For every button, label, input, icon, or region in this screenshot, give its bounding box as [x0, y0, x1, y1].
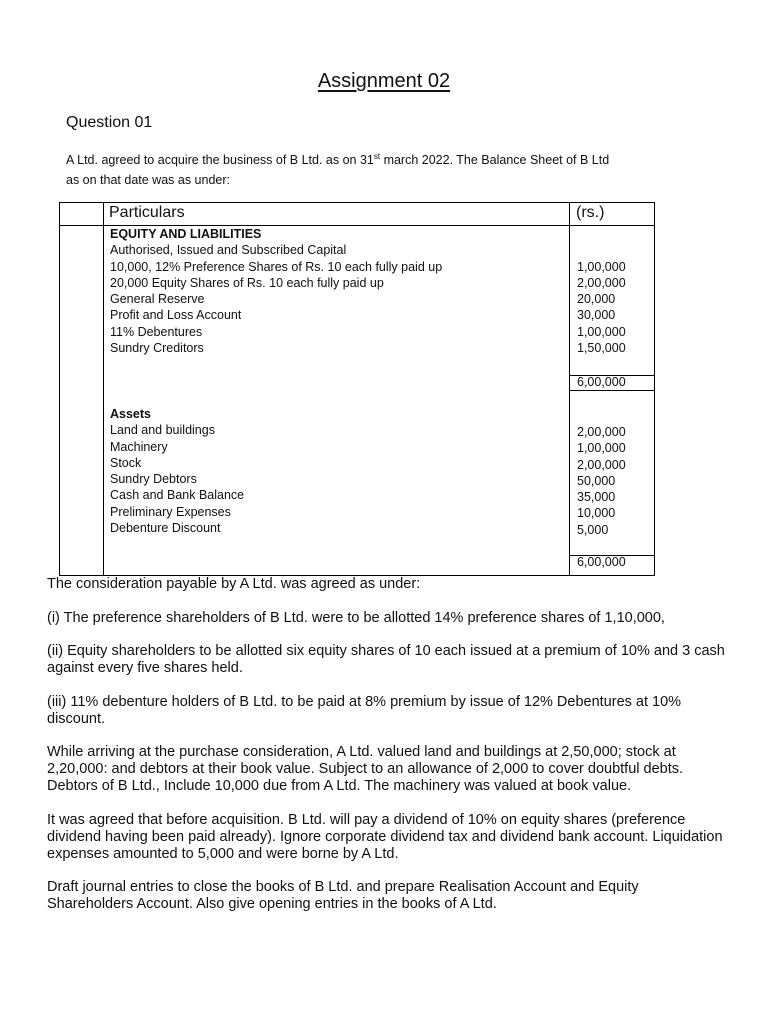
liability-label: Profit and Loss Account [110, 308, 242, 323]
asset-label: Preliminary Expenses [110, 504, 231, 519]
liability-label: 10,000, 12% Preference Shares of Rs. 10 each fully paid up [110, 259, 443, 274]
paragraph: (ii) Equity shareholders to be allotted six equity shares of 10 each issued at a premium of 10% and 3 cash against every five shares held. [47, 643, 725, 676]
asset-amount: 1,00,000 [577, 441, 626, 456]
liability-amount: 30,000 [577, 308, 616, 323]
balance-sheet-table [59, 202, 655, 576]
paragraph: (iii) 11% debenture holders of B Ltd. to be paid at 8% premium by issue of 12% Debentures at 10% discount. [47, 694, 682, 727]
asset-label: Debenture Discount [110, 521, 221, 536]
page-title: Assignment 02 [317, 70, 451, 92]
liabilities-section [110, 226, 442, 356]
consideration-item-iii [47, 694, 727, 728]
asset-amount: 2,00,000 [577, 457, 626, 472]
liability-label: Authorised, Issued and Subscribed Capital [110, 243, 347, 258]
asset-amount: 10,000 [577, 506, 616, 521]
assets-amounts [577, 424, 626, 538]
paragraph: While arriving at the purchase consideration, A Ltd. valued land and buildings at 2,50,000; stock at 2,20,000: and debtors at their book value. Subject to an allowance of 2,000 to cover doubtful debts. Debtors of B Ltd., Include 10,000 due from A Ltd. The machinery was valued at book value. [47, 744, 684, 794]
header-amount: (rs.) [576, 204, 605, 221]
paragraph: It was agreed that before acquisition. B Ltd. will pay a dividend of 10% on equity shares (preference dividend having been paid already). Ignore corporate dividend tax and dividend bank account. Liquidation expenses amounted to 5,000 and were borne by A Ltd. [47, 812, 723, 862]
header-particulars: Particulars [109, 204, 185, 221]
asset-label: Machinery [110, 439, 168, 454]
liabilities-heading: EQUITY AND LIABILITIES [110, 227, 262, 241]
liability-label: Sundry Creditors [110, 341, 204, 356]
consideration-item-i [47, 610, 727, 627]
liability-amount: 1,00,000 [577, 259, 626, 274]
intro-text-part1: A Ltd. agreed to acquire the business of B Ltd. as on 31 [66, 153, 374, 167]
asset-label: Stock [110, 455, 142, 470]
asset-label: Cash and Bank Balance [110, 488, 245, 503]
liability-amount: 1,50,000 [577, 341, 626, 356]
asset-amount: 50,000 [577, 473, 616, 488]
valuation-paragraph [47, 744, 727, 795]
asset-amount: 35,000 [577, 490, 616, 505]
paragraph: (i) The preference shareholders of B Ltd. were to be allotted 14% preference shares of 1,10,000, [47, 610, 665, 626]
intro-superscript: st [373, 152, 381, 161]
consideration-item-ii [47, 643, 727, 677]
consideration-heading [47, 576, 727, 593]
assets-total: 6,00,000 [577, 555, 626, 569]
table-divider [103, 203, 104, 575]
intro-text-line2: as on that date was as under: [66, 173, 230, 187]
question-heading: Question 01 [66, 114, 153, 131]
assets-heading: Assets [110, 407, 151, 421]
intro-text-part2: march 2022. The Balance Sheet of B Ltd [380, 153, 610, 167]
assets-section [110, 406, 244, 536]
liability-label: 11% Debentures [110, 324, 203, 339]
liability-amount: 1,00,000 [577, 324, 626, 339]
intro-text [66, 150, 706, 190]
liabilities-amounts [577, 259, 626, 357]
asset-amount: 5,000 [577, 522, 609, 537]
paragraph: The consideration payable by A Ltd. was agreed as under: [47, 576, 421, 592]
liability-amount: 2,00,000 [577, 275, 626, 290]
asset-amount: 2,00,000 [577, 425, 626, 439]
paragraph: Draft journal entries to close the books of B Ltd. and prepare Realisation Account and Equity Shareholders Account. Also give opening entries in the books of A Ltd. [47, 879, 639, 912]
dividend-paragraph [47, 812, 727, 863]
asset-label: Land and buildings [110, 423, 215, 438]
liabilities-total: 6,00,000 [577, 375, 626, 389]
liability-label: General Reserve [110, 292, 205, 307]
liability-label: 20,000 Equity Shares of Rs. 10 each fully paid up [110, 275, 384, 290]
task-paragraph [47, 879, 727, 913]
liability-amount: 20,000 [577, 292, 616, 307]
table-divider [569, 203, 570, 575]
asset-label: Sundry Debtors [110, 472, 197, 487]
total-divider [569, 390, 654, 391]
